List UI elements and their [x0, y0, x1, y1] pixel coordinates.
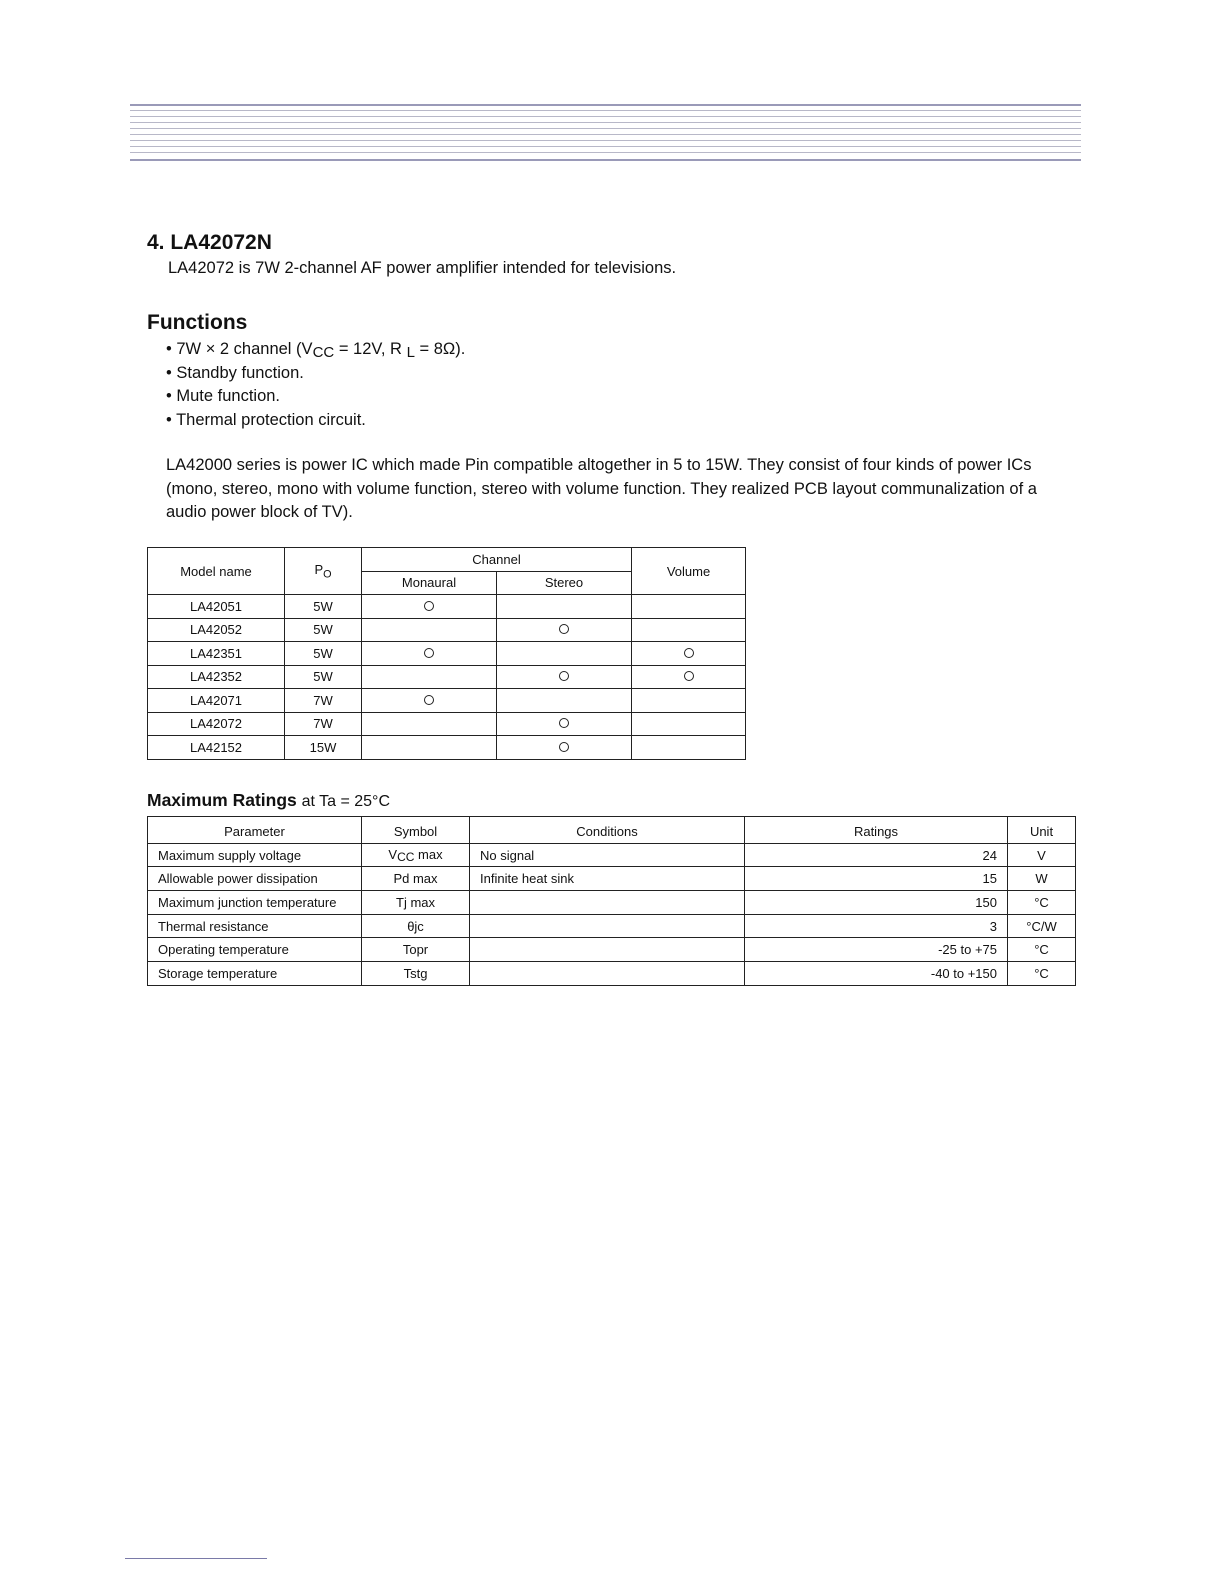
circle-mark-icon [424, 695, 434, 705]
monaural-cell [362, 618, 497, 642]
table-row [148, 962, 1076, 986]
circle-mark-icon [559, 671, 569, 681]
symbol-cell: Tstg [362, 962, 470, 986]
unit-cell: °C/W [1008, 914, 1076, 938]
po-cell: 15W [285, 736, 362, 760]
volume-cell [632, 595, 746, 619]
stereo-cell [497, 642, 632, 666]
monaural-cell [362, 665, 497, 689]
model-cell: LA42072 [148, 712, 285, 736]
table-row [148, 891, 1076, 915]
footer-rule [125, 1558, 267, 1559]
parameter-cell: Maximum supply voltage [148, 843, 362, 867]
po-cell: 5W [285, 618, 362, 642]
header-monaural: Monaural [362, 571, 497, 595]
parameter-cell: Maximum junction temperature [148, 891, 362, 915]
ratings-table [147, 816, 1076, 986]
symbol-cell: $V_{CC}$ max [362, 843, 470, 867]
model-cell: LA42051 [148, 595, 285, 619]
table-row [148, 595, 746, 619]
unit-cell: °C [1008, 891, 1076, 915]
function-item: • 7W × 2 channel ($V_{CC} = 12V$, R $_L$ = 8Ω). [166, 340, 466, 361]
volume-cell [632, 642, 746, 666]
conditions-cell [470, 914, 745, 938]
po-cell: 7W [285, 689, 362, 713]
monaural-cell [362, 689, 497, 713]
circle-mark-icon [559, 742, 569, 752]
conditions-cell [470, 891, 745, 915]
stereo-cell [497, 736, 632, 760]
header-ratings: Ratings [745, 817, 1008, 844]
conditions-cell: No signal [470, 843, 745, 867]
stereo-cell [497, 689, 632, 713]
model-table [147, 547, 746, 760]
po-cell: 7W [285, 712, 362, 736]
circle-mark-icon [559, 718, 569, 728]
circle-mark-icon [559, 624, 569, 634]
table-row [148, 689, 746, 713]
symbol-cell: Tj max [362, 891, 470, 915]
table-row [148, 938, 1076, 962]
conditions-cell [470, 938, 745, 962]
volume-cell [632, 665, 746, 689]
header-volume: Volume [632, 548, 746, 595]
model-cell: LA42351 [148, 642, 285, 666]
rating-cell: 3 [745, 914, 1008, 938]
stereo-cell [497, 595, 632, 619]
volume-cell [632, 618, 746, 642]
circle-mark-icon [424, 601, 434, 611]
po-cell: 5W [285, 595, 362, 619]
header-po: $P_O$ [285, 548, 362, 595]
rating-cell: -25 to +75 [745, 938, 1008, 962]
function-item: • Mute function. [166, 387, 281, 405]
model-cell: LA42152 [148, 736, 285, 760]
circle-mark-icon [684, 671, 694, 681]
symbol-cell: θjc [362, 914, 470, 938]
monaural-cell [362, 595, 497, 619]
parameter-cell: Allowable power dissipation [148, 867, 362, 891]
conditions-cell: Infinite heat sink [470, 867, 745, 891]
unit-cell: °C [1008, 938, 1076, 962]
unit-cell: °C [1008, 962, 1076, 986]
header-model-name: Model name [148, 548, 285, 595]
table-row [148, 712, 746, 736]
parameter-cell: Storage temperature [148, 962, 362, 986]
rating-cell: 24 [745, 843, 1008, 867]
header-parameter: Parameter [148, 817, 362, 844]
model-cell: LA42352 [148, 665, 285, 689]
symbol-cell: Pd max [362, 867, 470, 891]
model-cell: LA42052 [148, 618, 285, 642]
intro-text: LA42072 is 7W 2-channel AF power amplifier intended for televisions. [168, 259, 677, 277]
unit-cell: V [1008, 843, 1076, 867]
rating-cell: -40 to +150 [745, 962, 1008, 986]
header-conditions: Conditions [470, 817, 745, 844]
stereo-cell [497, 665, 632, 689]
symbol-cell: Topr [362, 938, 470, 962]
table-row [148, 618, 746, 642]
table-row [148, 642, 746, 666]
table-row [148, 914, 1076, 938]
po-cell: 5W [285, 642, 362, 666]
header-symbol: Symbol [362, 817, 470, 844]
parameter-cell: Operating temperature [148, 938, 362, 962]
ratings-title: Maximum Ratings at Ta = 25°C [147, 790, 391, 810]
rating-cell: 150 [745, 891, 1008, 915]
rating-cell: 15 [745, 867, 1008, 891]
circle-mark-icon [684, 648, 694, 658]
po-cell: 5W [285, 665, 362, 689]
unit-cell: W [1008, 867, 1076, 891]
table-row [148, 867, 1076, 891]
header-channel: Channel [362, 548, 632, 572]
volume-cell [632, 689, 746, 713]
function-item: • Standby function. [166, 363, 304, 382]
header-stereo: Stereo [497, 571, 632, 595]
model-cell: LA42071 [148, 689, 285, 713]
section-title: 4. LA42072N [147, 231, 272, 254]
stereo-cell [497, 618, 632, 642]
volume-cell [632, 736, 746, 760]
monaural-cell [362, 712, 497, 736]
function-item: • Thermal protection circuit. [166, 410, 366, 429]
volume-cell [632, 712, 746, 736]
functions-title: Functions [147, 311, 248, 334]
functions-list [166, 338, 465, 432]
series-description: LA42000 series is power IC which made Pin compatible altogether in 5 to 15W. They consist of four kinds of power ICs (mono, stereo, mono with volume function, stereo with volume function. They realized PCB layout communalization of a audio power block of TV). [166, 456, 1037, 521]
table-row [148, 665, 746, 689]
table-row [148, 736, 746, 760]
stereo-cell [497, 712, 632, 736]
monaural-cell [362, 642, 497, 666]
conditions-cell [470, 962, 745, 986]
monaural-cell [362, 736, 497, 760]
parameter-cell: Thermal resistance [148, 914, 362, 938]
table-row [148, 843, 1076, 867]
header-rule [130, 104, 1081, 162]
circle-mark-icon [424, 648, 434, 658]
header-unit: Unit [1008, 817, 1076, 844]
